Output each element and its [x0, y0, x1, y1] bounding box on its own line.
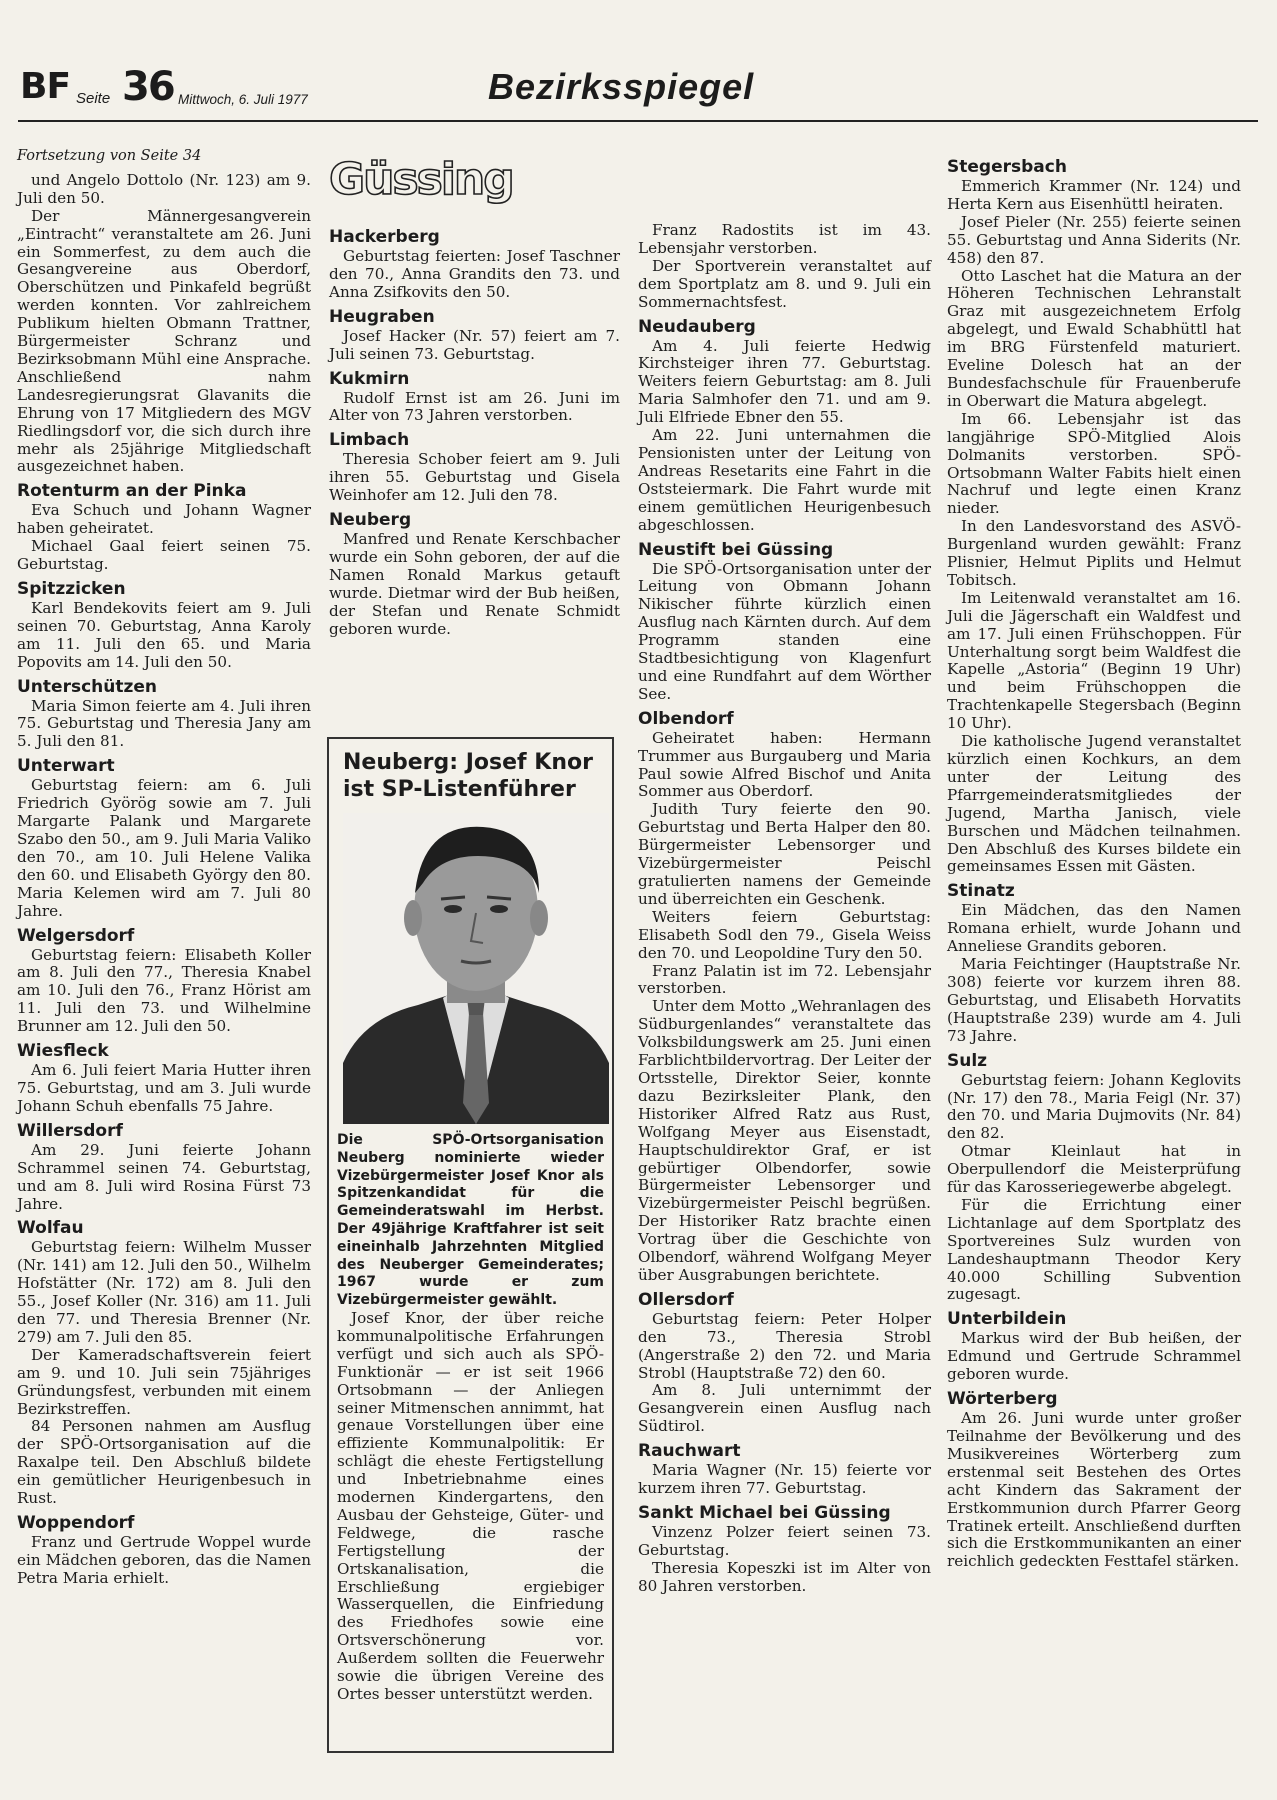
locality-paragraph: Weiters feiern Geburtstag: Elisabeth Sodl den 79., Gisela Weiss den 70. und Leopoldine Tury den 50.	[638, 907, 931, 962]
locality-paragraph: Eva Schuch und Johann Wagner haben geheiratet.	[17, 501, 311, 538]
locality-paragraph: Maria Feichtinger (Hauptstraße Nr. 308) feierte vor kurzem ihren 88. Geburtstag, und Elisabeth Horvatits (Hauptstraße 239) wurde am 4. Juli 73 Jahre.	[947, 955, 1241, 1045]
intro-paragraph: Franz Radostits ist im 43. Lebensjahr verstorben.	[638, 221, 931, 257]
locality-heading: Neudauberg	[638, 316, 756, 337]
issue-date: Mittwoch, 6. Juli 1977	[178, 92, 308, 107]
locality-paragraph: Geburtstag feiern: am 6. Juli Friedrich Györög sowie am 7. Juli Margarte Palank und Margarete Szabo den 50., am 9. Juli Maria Valiko den 70., am 10. Juli Helene Valika den 60. und Elisabeth György den 80. Maria Kelemen wird am 7. Juli 80 Jahre.	[17, 776, 311, 920]
locality-heading: Wörterberg	[947, 1389, 1058, 1410]
locality-heading: Unterwart	[17, 756, 115, 777]
locality-paragraph: Rudolf Ernst ist am 26. Juni im Alter von 73 Jahren verstorben.	[329, 388, 620, 425]
intro-paragraph: Der Männergesangverein „Eintracht“ veranstaltete am 26. Juni ein Sommerfest, zu dem auch die Gesangvereine aus Oberdorf, Oberschützen und Pinkafeld begrüßt werden konnten. Vor zahlreichem Publikum hielten Obmann Trattner, Bürgermeister Schranz und Bezirksobmann Mühl eine Ansprache. Anschließend nahm Landesregierungsrat Glavanits die Ehrung von 17 Mitgliedern des MGV Riedlingsdorf vor, die sich durch ihre mehr als 25jährige Mitgliedschaft ausgezeichnet haben.	[17, 206, 311, 476]
locality-paragraph: Vinzenz Polzer feiert seinen 73. Geburtstag.	[638, 1523, 931, 1559]
locality-paragraph: Geburtstag feiern: Peter Holper den 73., Theresia Strobl (Angerstraße 2) den 72. und Maria Strobl (Hauptstraße 72) den 60.	[638, 1309, 931, 1382]
column-4	[947, 152, 1241, 1571]
column-3	[638, 222, 931, 1596]
portrait-image	[343, 813, 609, 1124]
locality-paragraph: Josef Hacker (Nr. 57) feiert am 7. Juli seinen 73. Geburtstag.	[329, 326, 620, 363]
locality-paragraph: Otmar Kleinlaut hat in Oberpullendorf die Meisterprüfung für das Karosseriegewerbe abgelegt.	[947, 1142, 1241, 1197]
locality-heading: Sulz	[947, 1050, 988, 1071]
locality-heading: Spitzzicken	[17, 578, 126, 599]
locality-paragraph: Karl Bendekovits feiert am 9. Juli seinen 70. Geburtstag, Anna Karoly am 11. Juli den 65. und Maria Popovits am 14. Juli den 50.	[17, 598, 311, 671]
page-number: 36	[122, 64, 174, 110]
locality-paragraph: Maria Wagner (Nr. 15) feierte vor kurzem ihren 77. Geburtstag.	[638, 1461, 931, 1498]
locality-heading: Stinatz	[947, 881, 1015, 902]
locality-paragraph: Geheiratet haben: Hermann Trummer aus Burgauberg und Maria Paul sowie Alfred Bischof und Anita Sommer aus Oberdorf.	[638, 728, 931, 801]
feature-box	[327, 737, 614, 1753]
page-label: Seite	[76, 90, 111, 107]
locality-paragraph: Franz und Gertrude Woppel wurde ein Mädchen geboren, das die Namen Petra Maria erhielt.	[17, 1533, 311, 1587]
locality-heading: Hackerberg	[329, 227, 440, 247]
locality-paragraph: Der Kameradschaftsverein feiert am 9. und 10. Juli sein 75jähriges Gründungsfest, verbunden mit einem Bezirkstreffen.	[17, 1345, 311, 1418]
locality-heading: Unterschützen	[17, 676, 158, 697]
intro-paragraph: und Angelo Dottolo (Nr. 123) am 9. Juli den 50.	[17, 170, 311, 207]
locality-heading: Unterbildein	[947, 1309, 1067, 1330]
locality-paragraph: Manfred und Renate Kerschbacher wurde ein Sohn geboren, der auf die Namen Ronald Markus getauft wurde. Dietmar wird der Bub heißen, der Stefan und Renate Schmidt geboren wurde.	[329, 530, 620, 638]
locality-heading: Willersdorf	[17, 1120, 123, 1141]
locality-heading: Welgersdorf	[17, 925, 135, 946]
locality-paragraph: Die SPÖ-Ortsorganisation unter der Leitung von Obmann Johann Nikischer führte kürzlich einen Ausflug nach Kärnten durch. Auf dem Programm standen eine Stadtbesichtigung von Klagenfurt und eine Rundfahrt auf dem Wörther See.	[638, 559, 931, 703]
locality-paragraph: Theresia Kopeszki ist im Alter von 80 Jahren verstorben.	[638, 1558, 931, 1595]
locality-heading: Stegersbach	[947, 157, 1067, 177]
feature-body: Josef Knor, der über reiche kommunalpolitische Erfahrungen verfügt und sich auch als SPÖ-Funktionär — er ist seit 1966 Ortsobmann — der Anliegen seiner Mitmenschen annimmt, hat genaue Vorstellungen über eine effiziente Kommunalpolitik: Er schlägt die eheste Fertigstellung und Inbetriebnahme eines modernen Kindergartens, den Ausbau der Gehsteige, Güter- und Feldwege, die rasche Fertigstellung der Ortskanalisation, die Erschließung ergiebiger Wasserquellen, die Einfriedung des Friedhofes sowie eine Ortsverschönerung vor. Außerdem sollten die Feuerwehr sowie die übrigen Vereine des Ortes besser unterstützt werden.	[337, 1308, 604, 1703]
locality-paragraph: Maria Simon feierte am 4. Juli ihren 75. Geburtstag und Theresia Jany am 5. Juli den 81.	[17, 696, 311, 751]
locality-paragraph: Geburtstag feiern: Johann Keglovits (Nr. 17) den 78., Maria Feigl (Nr. 37) den 70. und Maria Dujmovits (Nr. 84) den 82.	[947, 1070, 1241, 1143]
masthead	[18, 58, 1258, 120]
locality-paragraph: Markus wird der Bub heißen, der Edmund und Gertrude Schrammel geboren wurde.	[947, 1329, 1241, 1384]
locality-paragraph: Geburtstag feierten: Josef Taschner den 70., Anna Grandits den 73. und Anna Zsifkovits den 50.	[329, 247, 620, 301]
locality-paragraph: Im Leitenwald veranstaltet am 16. Juli die Jägerschaft ein Waldfest und am 17. Juli einen Frühschoppen. Für Unterhaltung sorgt beim Waldfest die Kapelle „Astoria“ (Beginn 19 Uhr) und beim Frühschoppen die Trachtenkapelle Stegersbach (Beginn 10 Uhr).	[947, 588, 1241, 733]
locality-heading: Woppendorf	[17, 1513, 135, 1533]
locality-heading: Ollersdorf	[638, 1289, 734, 1310]
feature-headline: Neuberg: Josef Knor ist SP-Listenführer	[343, 750, 593, 802]
locality-paragraph: Unter dem Motto „Wehranlagen des Südburgenlandes“ veranstaltete das Volksbildungswerk am 25. Juni einen Farblichtbildervortrag. Der Leiter der Ortsstelle, Direktor Seier, konnte dazu Bezirksleiter Plank, den Historiker Alfred Ratz aus Rust, Wolfgang Meyer aus Eisenstadt, Hauptschuldirektor Graf, er ist gebürtiger Olbendorfer, sowie Bürgermeister Lebensorger und Vizebürgermeister Peischl begrüßen. Der Historiker Ratz brachte einen Vortrag über die Geschichte von Olbendorf, während Wolfgang Meyer über Ausgrabungen berichtete.	[638, 997, 931, 1284]
locality-paragraph: Im 66. Lebensjahr ist das langjährige SPÖ-Mitglied Alois Dolmanits verstorben. SPÖ-Ortsobmann Walter Fabits hielt einen Nachruf und legte einen Kranz nieder.	[947, 409, 1241, 518]
photo-caption: Die SPÖ-Ortsorganisation Neuberg nominierte wieder Vizebürgermeister Josef Knor als Spitzenkandidat für die Gemeinderatswahl im Herbst. Der 49jährige Kraftfahrer ist seit eineinhalb Jahrzehnten Mitglied des Neuberger Gemeinderates; 1967 wurde er zum Vizebürgermeister gewählt.	[337, 1132, 604, 1309]
locality-heading: Rauchwart	[638, 1441, 741, 1462]
locality-paragraph: Otto Laschet hat die Matura an der Höheren Technischen Lehranstalt Graz mit ausgezeichnetem Erfolg abgelegt, und Ewald Schabhüttl hat im BRG Fürstenfeld maturiert. Eveline Dolesch hat an der Bundesfachschule für Frauenberufe in Oberwart die Matura abgelegt.	[947, 266, 1241, 410]
locality-heading: Neustift bei Güssing	[638, 539, 834, 560]
locality-heading: Olbendorf	[638, 708, 734, 729]
masthead-divider	[18, 120, 1258, 122]
locality-paragraph: Ein Mädchen, das den Namen Romana erhielt, wurde Johann und Anneliese Grandits geboren.	[947, 901, 1241, 956]
newspaper-logo: BF	[20, 66, 71, 107]
locality-paragraph: Theresia Schober feiert am 9. Juli ihren 55. Geburtstag und Gisela Weinhofer am 12. Juli den 78.	[329, 450, 620, 505]
locality-paragraph: Am 6. Juli feiert Maria Hutter ihren 75. Geburtstag, und am 3. Juli wurde Johann Schuh ebenfalls 75 Jahre.	[17, 1061, 311, 1115]
locality-paragraph: Am 22. Juni unternahmen die Pensionisten unter der Leitung von Andreas Resetarits eine Fahrt in die Oststeiermark. Die Fahrt wurde mit einem gemütlichen Heurigenbesuch abgeschlossen.	[638, 426, 931, 534]
locality-paragraph: In den Landesvorstand des ASVÖ-Burgenland wurden gewählt: Franz Plisnier, Helmut Piplits und Helmut Tobitsch.	[947, 517, 1241, 589]
locality-heading: Wiesfleck	[17, 1041, 109, 1062]
column-2	[329, 222, 620, 639]
locality-paragraph: Am 8. Juli unternimmt der Gesangverein einen Ausflug nach Südtirol.	[638, 1381, 931, 1436]
locality-paragraph: Die katholische Jugend veranstaltet kürzlich einen Kochkurs, an dem unter der Leitung des Pfarrgemeinderatsmitgliedes der Jugend, Martha Janisch, viele Burschen und Mädchen teilnahmen. Den Abschluß des Kurses bildete ein gemeinsames Essen mit Gästen.	[947, 732, 1241, 876]
locality-paragraph: Geburtstag feiern: Wilhelm Musser (Nr. 141) am 12. Juli den 50., Wilhelm Hofstätter (Nr. 172) am 8. Juli den 55., Josef Koller (Nr. 316) am 11. Juli den 77. und Theresia Brenner (Nr. 279) am 7. Juli den 85.	[17, 1238, 311, 1346]
locality-heading: Wolfau	[17, 1218, 84, 1239]
locality-paragraph: Für die Errichtung einer Lichtanlage auf dem Sportplatz des Sportvereines Sulz wurden von Landeshauptmann Theodor Kery 40.000 Schilling Subvention zugesagt.	[947, 1195, 1241, 1304]
portrait-photo	[343, 813, 609, 1124]
district-banner: Güssing	[329, 154, 513, 205]
locality-paragraph: Am 29. Juni feierte Johann Schrammel seinen 74. Geburtstag, und am 8. Juli wird Rosina Fürst 73 Jahre.	[17, 1140, 311, 1213]
continuation-note: Fortsetzung von Seite 34	[17, 148, 202, 164]
column-1	[17, 148, 311, 1588]
locality-heading: Heugraben	[329, 306, 435, 327]
locality-paragraph: 84 Personen nahmen am Ausflug der SPÖ-Ortsorganisation auf die Raxalpe teil. Den Abschluß bildete ein gemütlicher Heurigenbesuch in Rust.	[17, 1417, 311, 1508]
locality-paragraph: Josef Pieler (Nr. 255) feierte seinen 55. Geburtstag und Anna Siderits (Nr. 458) den 87.	[947, 212, 1241, 267]
locality-paragraph: Michael Gaal feiert seinen 75. Geburtstag.	[17, 537, 311, 574]
locality-heading: Neuberg	[329, 510, 412, 531]
locality-paragraph: Judith Tury feierte den 90. Geburtstag und Berta Halper den 80. Bürgermeister Lebensorger und Vizebürgermeister Peischl gratulierten namens der Gemeinde und überreichten ein Geschenk.	[638, 800, 931, 908]
locality-paragraph: Emmerich Krammer (Nr. 124) und Herta Kern aus Eisenhüttl heiraten.	[947, 177, 1241, 213]
locality-paragraph: Geburtstag feiern: Elisabeth Koller am 8. Juli den 77., Theresia Knabel am 10. Juli den 76., Franz Hörist am 11. Juli den 73. und Wilhelmine Brunner am 12. Juli den 50.	[17, 945, 311, 1036]
locality-heading: Sankt Michael bei Güssing	[638, 1503, 891, 1523]
locality-heading: Rotenturm an der Pinka	[17, 481, 247, 502]
intro-paragraph: Der Sportverein veranstaltet auf dem Sportplatz am 8. und 9. Juli ein Sommernachtsfest.	[638, 256, 931, 311]
locality-heading: Kukmirn	[329, 368, 410, 389]
locality-paragraph: Franz Palatin ist im 72. Lebensjahr verstorben.	[638, 961, 931, 998]
section-title: Bezirksspiegel	[488, 66, 755, 107]
locality-paragraph: Am 4. Juli feierte Hedwig Kirchsteiger ihren 77. Geburtstag. Weiters feiern Geburtstag: am 8. Juli Maria Salmhofer den 71. und am 9. Juli Elfriede Ebner den 55.	[638, 336, 931, 427]
locality-heading: Limbach	[329, 430, 410, 451]
locality-paragraph: Am 26. Juni wurde unter großer Teilnahme der Bevölkerung und des Musikvereines Wörterberg zum erstenmal seit Bestehen des Ortes acht Kindern das Sakrament der Erstkommunion durch Pfarrer Georg Tratinek erteilt. Anschließend durften sich die Erstkommunikanten an einer reichlich gedeckten Festtafel stärken.	[947, 1409, 1241, 1571]
